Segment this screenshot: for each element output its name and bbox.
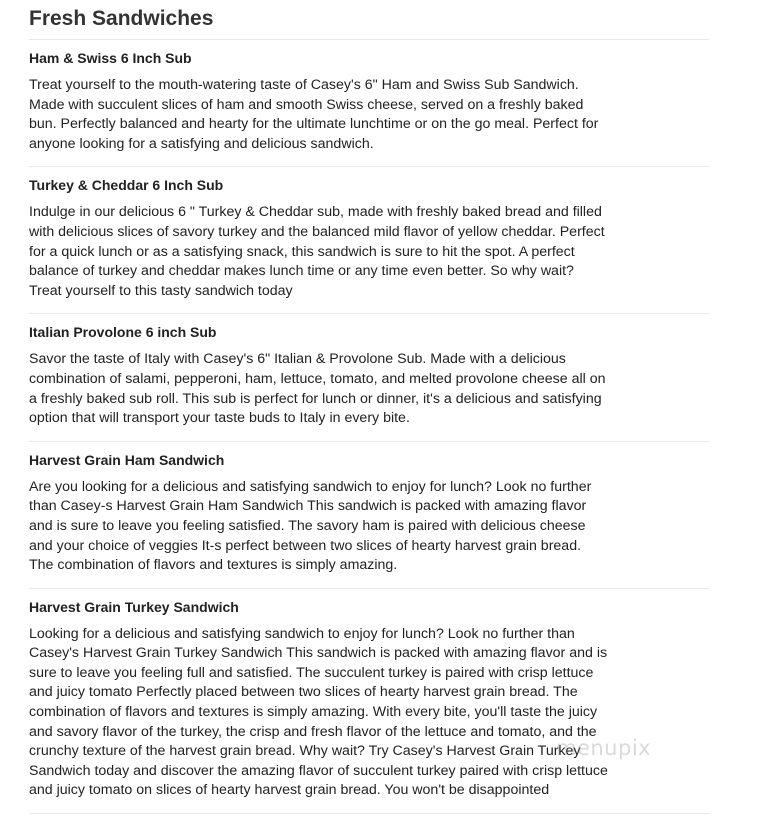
menu-item-description: Indulge in our delicious 6 " Turkey & Cheddar sub, made with freshly baked bread and filled with delicious slices of savory turkey and the balanced mild flavor of yellow cheddar. Perfect for a quick lunch or as a satisfying snack, this sandwich is sure to hit the spot. A perfect balance of turkey and cheddar makes lunch time or any time even better. So why wait? Treat yourself to this tasty sandwich today (29, 204, 605, 299)
menu-item-description: Looking for a delicious and satisfying sandwich to enjoy for lunch? Look no further than Casey's Harvest Grain Turkey Sandwich This sandwich is packed with amazing flavor and is sure to leave you feeling full and satisfied. The succulent turkey is paired with crisp lettuce and juicy tomato Perfectly placed between two slices of hearty harvest grain bread. The combination of flavors and textures is simply amazing. With every bite, you'll taste the juicy and savory flavor of the turkey, the crisp and fresh flavor of the lettuce and tomato, and the crunchy texture of the harvest grain bread. Why wait? Try Casey's Harvest Grain Turkey Sandwich today and discover the amazing flavor of succulent turkey paired with crisp lettuce and juicy tomato on slices of hearty harvest grain bread. You won't be disappointed (29, 625, 608, 799)
menu-item (29, 589, 709, 814)
menu-item (29, 314, 709, 441)
menu-section (29, 0, 709, 814)
menu-item-name: Turkey & Cheddar 6 Inch Sub (29, 177, 224, 194)
menu-item-name: Ham & Swiss 6 Inch Sub (29, 50, 192, 66)
menu-item-name: Italian Provolone 6 inch Sub (29, 324, 217, 341)
menu-item-description: Treat yourself to the mouth-watering taste of Casey's 6" Ham and Swiss Sub Sandwich. Made with succulent slices of ham and smooth Swiss cheese, served on a freshly baked bun. Perfectly balanced and hearty for the ultimate lunchtime or on the go meal. Perfect for anyone looking for a satisfying and delicious sandwich. (29, 77, 599, 152)
menu-item (29, 40, 709, 167)
menu-item-description: Savor the taste of Italy with Casey's 6" Italian & Provolone Sub. Made with a delicious combination of salami, pepperoni, ham, lettuce, tomato, and melted provolone cheese all on a freshly baked sub roll. This sub is perfect for lunch or dinner, it's a delicious and satisfying option that will transport your taste buds to Italy in every bite. (29, 351, 606, 427)
menu-item-description: Are you looking for a delicious and satisfying sandwich to enjoy for lunch? Look no further than Casey-s Harvest Grain Ham Sandwich This sandwich is packed with amazing flavor and is sure to leave you feeling satisfied. The savory ham is paired with delicious cheese and your choice of veggies It-s perfect between two slices of hearty harvest grain bread. The combination of flavors and textures is simply amazing. (29, 478, 592, 574)
watermark-logo: menupix (556, 736, 652, 760)
menu-item-name: Harvest Grain Turkey Sandwich (29, 598, 239, 615)
menu-item (29, 442, 709, 589)
section-title: Fresh Sandwiches (29, 0, 709, 40)
menu-item-name: Harvest Grain Ham Sandwich (29, 451, 225, 468)
menu-item (29, 167, 709, 314)
